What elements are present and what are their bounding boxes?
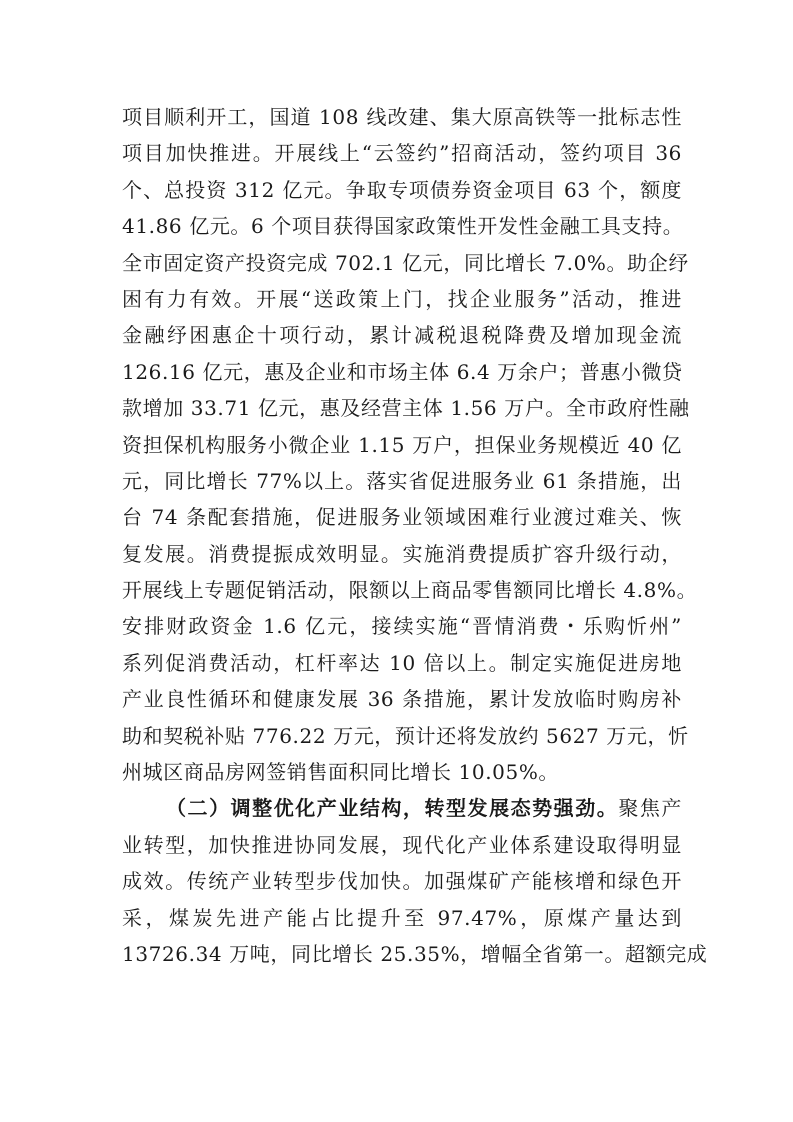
paragraph-line: 项目顺利开工，国道 108 线改建、集大原高铁等一批标志性 <box>122 105 682 129</box>
paragraph-line: 成效。传统产业转型步伐加快。加强煤矿产能核增和绿色开 <box>122 869 682 894</box>
paragraph-line: 款增加 33.71 亿元，惠及经营主体 1.56 万户。全市政府性融 <box>122 396 690 421</box>
paragraph-line: 产业良性循环和健康发展 36 条措施，累计发放临时购房补 <box>122 687 682 712</box>
paragraph-line: 元，同比增长 77%以上。落实省促进服务业 61 条措施，出 <box>122 468 682 493</box>
paragraph-line: 个、总投资 312 亿元。争取专项债券资金项目 63 个，额度 <box>122 177 682 202</box>
paragraph-line: 资担保机构服务小微企业 1.15 万户，担保业务规模近 40 亿 <box>122 432 682 457</box>
paragraph-line: 复发展。消费提振成效明显。实施消费提质扩容升级行动， <box>122 541 682 566</box>
paragraph-line: 系列促消费活动，杠杆率达 10 倍以上。制定实施促进房地 <box>122 650 682 675</box>
document-body <box>122 99 708 972</box>
paragraph-line: 助和契税补贴 776.22 万元，预计还将发放约 5627 万元，忻 <box>122 723 689 748</box>
section-heading: （二）调整优化产业结构，转型发展态势强劲。 <box>166 796 619 821</box>
section-heading-continuation: 聚焦产 <box>618 796 682 821</box>
paragraph-line: 金融纾困惠企十项行动，累计减税退税降费及增加现金流 <box>122 323 682 348</box>
paragraph-line: 开展线上专题促销活动，限额以上商品零售额同比增长 4.8%。 <box>122 578 698 603</box>
paragraph-line: 业转型，加快推进协同发展，现代化产业体系建设取得明显 <box>122 832 682 857</box>
paragraph-last-line: 州城区商品房网签销售面积同比增长 10.05%。 <box>122 760 560 785</box>
paragraph-line: 41.86 亿元。6 个项目获得国家政策性开发性金融工具支持。 <box>122 214 684 239</box>
paragraph-line: 采，煤炭先进产能占比提升至 97.47%，原煤产量达到 <box>122 905 682 930</box>
paragraph-line: 126.16 亿元，惠及企业和市场主体 6.4 万余户；普惠小微贷 <box>122 359 683 384</box>
paragraph-line: 台 74 条配套措施，促进服务业领域困难行业渡过难关、恢 <box>122 505 682 530</box>
paragraph-line: 全市固定资产投资完成 702.1 亿元，同比增长 7.0%。助企纾 <box>122 250 689 275</box>
paragraph-line: 安排财政资金 1.6 亿元，接续实施“晋情消费・乐购忻州” <box>122 614 682 639</box>
paragraph-line: 13726.34 万吨，同比增长 25.35%，增幅全省第一。超额完成 <box>122 941 708 966</box>
paragraph-line: 项目加快推进。开展线上“云签约”招商活动，签约项目 36 <box>122 141 682 166</box>
paragraph-line: 困有力有效。开展“送政策上门，找企业服务”活动，推进 <box>122 286 682 311</box>
section-heading-line <box>122 790 682 826</box>
